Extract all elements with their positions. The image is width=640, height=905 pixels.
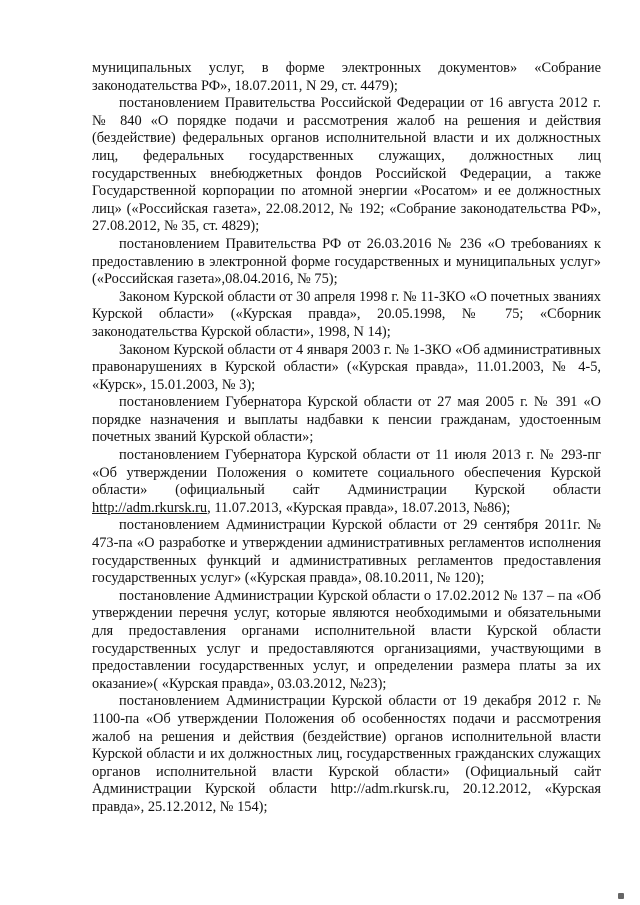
website-link[interactable]: http://adm.rkursk.ru bbox=[92, 499, 208, 516]
paragraph-7-text-start: постановлением Губернатора Курской области от 11 июля 2013 г. № 293-пг «Об утверждении Положения о комитете социального обеспечения Курской области» (официальный сайт Администрации Курской области bbox=[92, 447, 601, 499]
paragraph-10: постановлением Администрации Курской области от 19 декабря 2012 г. № 1100-па «Об утверждении Положения об особенностях подачи и рассмотрения жалоб на решения и действия (бездействие) органов исполнительной власти Курской области и их должностных лиц, государственных гражданских служащих органов исполнительной власти Курской области» (Официальный сайт Администрации Курской области http://adm.rkursk.ru, 20.12.2012, «Курская правда», 25.12.2012, № 154); bbox=[92, 693, 601, 815]
paragraph-4: Законом Курской области от 30 апреля 1998 г. № 11-ЗКО «О почетных званиях Курской области» («Курская правда», 20.05.1998, № 75; «Сборник законодательства Курской области», 1998, N 14); bbox=[92, 288, 601, 340]
document-body bbox=[92, 60, 601, 817]
paragraph-3: постановлением Правительства РФ от 26.03.2016 № 236 «О требованиях к предоставлению в электронной форме государственных и муниципальных услуг» («Российская газета»,08.04.2016, № 75); bbox=[92, 235, 601, 288]
paragraph-8: постановлением Администрации Курской области от 29 сентября 2011г. № 473-па «О разработке и утверждении административных регламентов исполнения государственных функций и административных регламентов предоставления государственных услуг» («Курская правда», 08.10.2011, № 120); bbox=[92, 517, 601, 587]
paragraph-1: муниципальных услуг, в форме электронных документов» «Собрание законодательства РФ», 18.07.2011, N 29, ст. 4479); bbox=[92, 60, 601, 94]
paragraph-5: Законом Курской области от 4 января 2003 г. № 1-ЗКО «Об административных правонарушениях в Курской области» («Курская правда», 11.01.2003, № 4-5, «Курск», 15.01.2003, № 3); bbox=[92, 341, 601, 393]
paragraph-7 bbox=[92, 447, 601, 517]
paragraph-2: постановлением Правительства Российской Федерации от 16 августа 2012 г. № 840 «О порядке подачи и рассмотрения жалоб на решения и действия (бездействие) федеральных органов исполнительной власти и их должностных лиц, федеральных государственных служащих, должностных лиц государственных внебюджетных фондов Российской Федерации, а также Государственной корпорации по атомной энергии «Росатом» и ее должностных лиц» («Российская газета», 22.08.2012, № 192; «Собрание законодательства РФ», 27.08.2012, № 35, ст. 4829); bbox=[92, 95, 601, 235]
scan-edge-mark bbox=[618, 893, 624, 899]
paragraph-9: постановление Администрации Курской области о 17.02.2012 № 137 – па «Об утверждении перечня услуг, которые являются необходимыми и обязательными для предоставления органами исполнительной власти Курской области государственных услуг и предоставляются организациями, участвующими в предоставлении государственных услуг, и определении размера платы за их оказание»( «Курская правда», 03.03.2012, №23); bbox=[92, 587, 601, 692]
paragraph-6: постановлением Губернатора Курской области от 27 мая 2005 г. № 391 «О порядке назначения и выплаты надбавки к пенсии гражданам, удостоенным почетных званий Курской области»; bbox=[92, 394, 601, 446]
paragraph-7-text-end: , 11.07.2013, «Курская правда», 18.07.2013, №86); bbox=[207, 499, 511, 516]
